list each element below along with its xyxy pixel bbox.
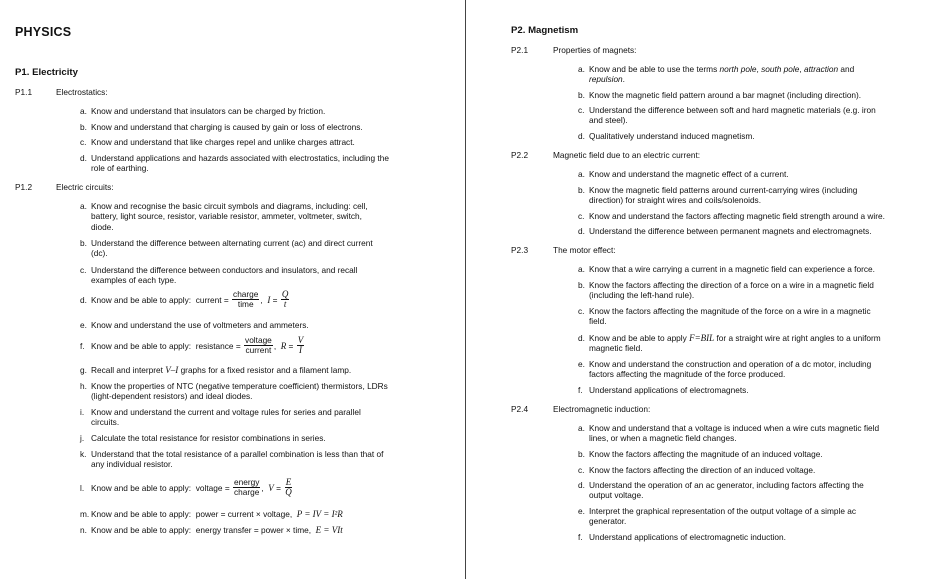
list-item: c. Know and understand the factors affecting magnetic field strength around a wire. bbox=[578, 211, 885, 221]
list-item: g. Recall and interpret V–I graphs for a fixed resistor and a filament lamp. bbox=[80, 365, 352, 375]
list-item: c. Know the factors affecting the magnitude of the force on a wire in a magnetic field. bbox=[578, 306, 871, 327]
list-item: c. Understand the difference between conductors and insulators, and recall examples of each type. bbox=[80, 265, 358, 286]
formula-item-current: d. Know and be able to apply: current = $\frac{\text{charge}}{\text{time}}$ , I = $\frac{Q}{t}$ bbox=[80, 289, 289, 310]
list-item: e. Know and understand the use of voltmeters and ammeters. bbox=[80, 320, 309, 330]
list-item: b. Know the magnetic field pattern around a bar magnet (including direction). bbox=[578, 90, 862, 100]
list-item: b. Know and understand that charging is caused by gain or loss of electrons. bbox=[80, 122, 363, 132]
topic-p2-4: Electromagnetic induction: bbox=[553, 404, 651, 414]
list-item: k. Understand that the total resistance of a parallel combination is less than that of any individual resistor. bbox=[80, 449, 384, 470]
list-item: d. Understand the operation of an ac generator, including factors affecting the output voltage. bbox=[578, 480, 864, 501]
topic-p1-1: Electrostatics: bbox=[56, 87, 108, 97]
list-item: b. Know the factors affecting the magnitude of an induced voltage. bbox=[578, 449, 823, 459]
topic-p2-1: Properties of magnets: bbox=[553, 45, 637, 55]
list-item: j. Calculate the total resistance for resistor combinations in series. bbox=[80, 433, 326, 443]
list-item: f. Understand applications of electromagnetic induction. bbox=[578, 532, 786, 542]
topic-p1-2: Electric circuits: bbox=[56, 182, 114, 192]
formula-item-resistance: f. Know and be able to apply: resistance = $\frac{\text{voltage}}{\text{current}}$ , R = $\frac{V}{I}$ bbox=[80, 335, 304, 356]
list-item: a. Know and be able to use the terms north pole, south pole, attraction and repulsion. bbox=[578, 64, 855, 85]
list-item: b. Understand the difference between alternating current (ac) and direct current (dc). bbox=[80, 238, 373, 259]
code-p1-1: P1.1 bbox=[15, 87, 33, 97]
right-column bbox=[468, 0, 932, 579]
code-p1-2: P1.2 bbox=[15, 182, 33, 192]
list-item: a. Know and understand that a voltage is induced when a wire cuts magnetic field lines, or when a magnetic field changes. bbox=[578, 423, 880, 444]
list-item: h. Know the properties of NTC (negative temperature coefficient) thermistors, LDRs (light-dependent resistors) and ideal diodes. bbox=[80, 381, 388, 402]
list-item: e. Know and understand the construction and operation of a dc motor, including factors affecting the magnitude of the force produced. bbox=[578, 359, 872, 380]
section-p2-heading: P2. Magnetism bbox=[511, 25, 579, 36]
topic-p2-2: Magnetic field due to an electric current: bbox=[553, 150, 701, 160]
code-p2-2: P2.2 bbox=[511, 150, 529, 160]
list-item: f. Understand applications of electromagnets. bbox=[578, 385, 749, 395]
list-item: a. Know and recognise the basic circuit symbols and diagrams, including: cell, battery, light source, resistor, variable resistor, ammeter, voltmeter, switch, diode. bbox=[80, 201, 368, 232]
code-p2-3: P2.3 bbox=[511, 245, 529, 255]
code-p2-4: P2.4 bbox=[511, 404, 529, 414]
topic-p2-3: The motor effect: bbox=[553, 245, 616, 255]
list-item: a. Know that a wire carrying a current in a magnetic field can experience a force. bbox=[578, 264, 875, 274]
list-item: c. Understand the difference between soft and hard magnetic materials (e.g. iron and steel). bbox=[578, 105, 876, 126]
list-item: a. Know and understand the magnetic effect of a current. bbox=[578, 169, 789, 179]
list-item: c. Know and understand that like charges repel and unlike charges attract. bbox=[80, 137, 355, 147]
list-item: e. Interpret the graphical representation of the output voltage of a simple ac generator. bbox=[578, 506, 857, 527]
list-item: i. Know and understand the current and voltage rules for series and parallel circuits. bbox=[80, 407, 361, 428]
formula-item-power: m. Know and be able to apply: power = current × voltage, P = IV = I²R bbox=[80, 509, 343, 519]
list-item: c. Know the factors affecting the direction of an induced voltage. bbox=[578, 465, 816, 475]
list-item: b. Know the factors affecting the direction of a force on a wire in a magnetic field (including the left-hand rule). bbox=[578, 280, 874, 301]
formula-item-voltage: l. Know and be able to apply: voltage = $\frac{\text{energy}}{\text{charge}}$ , V = $\frac{E}{Q}$ bbox=[80, 477, 292, 498]
list-item: b. Know the magnetic field patterns around current-carrying wires (including direction) for straight wires and coils/solenoids. bbox=[578, 185, 858, 206]
list-item: d. Qualitatively understand induced magnetism. bbox=[578, 131, 755, 141]
formula-item-energy: n. Know and be able to apply: energy transfer = power × time, E = VIt bbox=[80, 525, 343, 535]
list-item: d. Understand the difference between permanent magnets and electromagnets. bbox=[578, 226, 872, 236]
page-title: PHYSICS bbox=[15, 25, 72, 39]
list-item: d. Understand applications and hazards associated with electrostatics, including the role of earthing. bbox=[80, 153, 389, 174]
section-p1-heading: P1. Electricity bbox=[15, 67, 78, 78]
list-item: a. Know and understand that insulators can be charged by friction. bbox=[80, 106, 326, 116]
list-item: d. Know and be able to apply F=BIL for a straight wire at right angles to a uniform magnetic field. bbox=[578, 333, 881, 354]
code-p2-1: P2.1 bbox=[511, 45, 529, 55]
